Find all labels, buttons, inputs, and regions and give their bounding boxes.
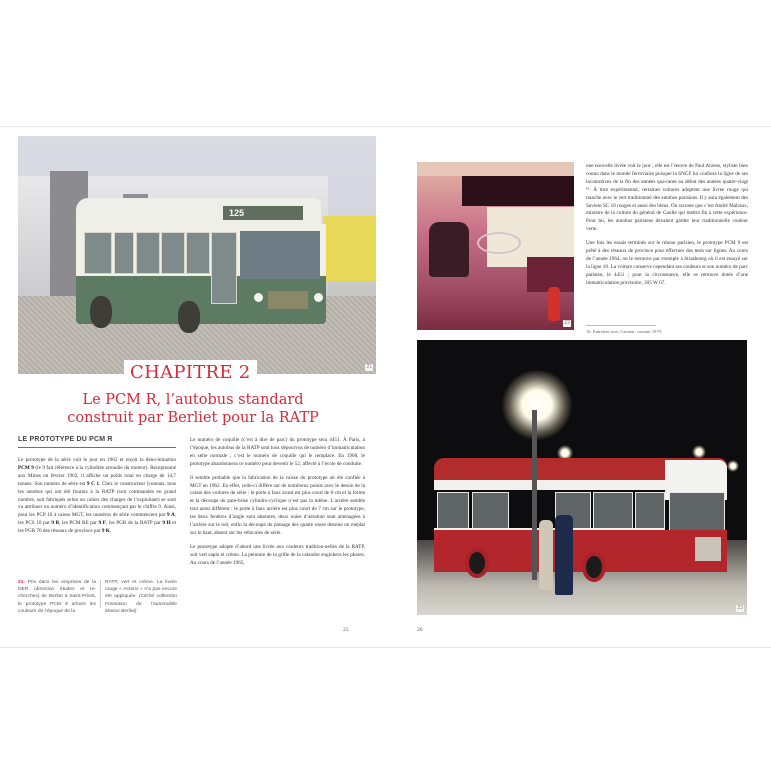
text-run: et les PGR 70 des réseaux de province par — [18, 520, 177, 535]
chapter-title — [18, 391, 368, 427]
bus-windshield — [240, 231, 320, 279]
text-run: . — [109, 528, 112, 535]
bus-window — [84, 232, 112, 274]
chapter-title-line-1: Le PCM R, l’autobus standard — [82, 392, 304, 408]
distant-light — [727, 460, 739, 472]
text-run: (le 9 fait référence à la cylindrée arrondie du moteur). Réceptionné aux Mines en février 1962, il affiche un poids total en charge de 14,7 tonnes. Son numéro de série est — [18, 464, 177, 487]
paragraph: Le numéro de coquille (c’est à dire de parc) du prototype sera 4451. À Paris, à l’époque, les autobus de la RATP sont tous dépourvus de numéro d’immatriculation en série normale ; c’est le numéro de coquille qui le remplace. En 1968, le prototype abandonnera ce numéro pour devenir le 52, affecté à l’école de conduite. — [190, 437, 365, 467]
bold-text-run: 9 B — [51, 520, 60, 527]
bold-text-run: 9 K — [101, 528, 110, 535]
chapter-title-line-2: construit par Berliet pour la RATP — [67, 410, 319, 426]
photo-number: 22 — [564, 320, 570, 326]
yellow-wall — [323, 216, 376, 281]
photo-caption — [18, 579, 96, 615]
text-run: , les PGR de la RATP par — [105, 520, 163, 527]
bus-window — [593, 492, 633, 532]
photo-caption-continued — [105, 579, 177, 615]
left-page — [0, 127, 390, 647]
page-number: 26 — [417, 627, 423, 633]
street-lamp-glow — [502, 370, 572, 440]
photo-bus-interior — [417, 162, 574, 330]
bus-grille — [268, 291, 308, 309]
steering-wheel — [477, 232, 521, 254]
bold-text-run: 9 A — [167, 512, 175, 519]
bus-door — [211, 232, 237, 304]
headlight — [314, 293, 323, 302]
text-run: . Chez le constructeur lyonnais, tous les autobus qui ont été fournis à la RATP (soit commandés en grand nombre, soit fabriqués selon un cahier des charges de l’exploitant) se sont vu attribuer un numéro d’identification commençant par le chiffre 9. Ainsi, pour les PCP 10 à caisse MGT, les numéros de série commencent par — [18, 480, 176, 519]
text-run: , les PCM RE par — [59, 520, 99, 527]
man-figure — [555, 515, 573, 595]
cab-sign-panel — [462, 176, 574, 206]
chapter-label: CHAPITRE 2 — [124, 360, 257, 384]
page-number: 25 — [343, 627, 349, 633]
bold-text-run: PCM 9 — [18, 464, 34, 471]
right-page — [390, 127, 771, 647]
section-heading: LE PROTOTYPE DU PCM R — [18, 436, 176, 448]
bus-window — [136, 232, 160, 274]
text-run: , les PCS 10 par — [18, 512, 176, 527]
bus-grille — [695, 537, 721, 561]
caption-text: Pris dans les emprises de la DER (direction études et re-cherches) de Berliet à Saint-Priest, le prototype PCM 9 arbore les couleurs de l’époque de la — [18, 580, 96, 614]
destination-sign: 125 — [223, 206, 303, 220]
photo-number: 21 — [366, 364, 372, 370]
book-spread — [0, 126, 771, 648]
photo-red-bus-night — [417, 340, 747, 615]
photo-green-bus — [18, 136, 376, 374]
bus-window — [161, 232, 185, 274]
bus-window — [186, 232, 210, 274]
paragraph: une nouvelle livrée voit le jour ; elle est l’œuvre de Paul Arzens, styliste bien connu dans le monde ferroviaire puisque la SNCF lui confiera la ligne de ses locomotives de la fin des années qua-rante au début des années quatre-vingt ¹⁶. À titre expérimental, certaines voitures adoptent une livrée rouge qui tranche avec le vert traditionnel des autobus parisiens. Il y aura également des Saviem SC 10 rouges et aussi des bleus. On raconte que c’est André Malraux, ministre de la culture du général de Gaulle qui mettra fin à cette expérience. Pour lui, les autobus parisiens devaient garder leur traditionnelle couleur verte. — [586, 163, 748, 233]
body-column-left — [18, 457, 176, 542]
driver-seat — [429, 222, 469, 277]
footnote: 16. Entretien avec l’auteur, courant 1979. — [586, 329, 663, 334]
wheel — [178, 301, 200, 333]
wheel — [465, 548, 489, 578]
caption-text: RATP, vert et crème. La livrée rouge « Arzens » n’a pas encore été appliquée. — [105, 580, 177, 600]
ceiling — [417, 162, 574, 176]
text-run: Le prototype de la série voit le jour en 1962 et reçoit la déno-mination — [18, 457, 176, 463]
wheel — [582, 552, 606, 582]
bold-text-run: 9 C 1 — [86, 480, 100, 487]
photo-number: 23 — [737, 605, 743, 611]
bus-window — [437, 492, 469, 532]
paragraph: Une fois les essais terminés sur le réseau parisien, le prototype PCM 9 est prêté à des réseaux de province pour effectuer des tests sur lignes. Au cours de l’année 1964, on le retrouve par exemple à Strasbourg où il est essayé sur la ligne 10. La voiture conserve cependant ses couleurs et son numéro de parc parisien, le 4451 ; pour la circonstance, elle se retrouve dotée d’une immatriculation provisoire, 305 W 67. — [586, 240, 748, 286]
body-column-right — [586, 163, 748, 294]
caption-credit: (Cliché collection Fondation de l’automobile Marius Berliet) — [105, 594, 178, 614]
paragraph: Le prototype adopte d’abord une livrée aux couleurs tradition-nelles de la RATP, soit vert sapin et crème. La peinture de la grille de la calandre englobera les phares. Au cours de l’année 1965, — [190, 543, 365, 566]
paragraph: Il semble probable que la fabrication de la caisse du prototype ait été confiée à MGT en 1962. En effet, celle-ci diffère sur de nombreux points avec le dessin de la caisse des voitures de série : le porte à faux avant est plus court de 8 cm et la forme et la découpe du pare-brise cylindro-cyclique n’est pas la même. L’arrière semble tout aussi différent : le porte à faux arrière est plus court de 7 cm sur le prototype, les deux fenêtres d’angle sont absentes, deux ouïes d’aération sont aménagées à l’arrière sur le toit, enfin la découpe du passage des quatre roues dessine un méplat sur le haut, absent sur les véhicules de série. — [190, 474, 365, 536]
caption-divider — [100, 580, 101, 608]
bold-text-run: 9 F — [98, 520, 106, 527]
distant-light — [692, 445, 706, 459]
wheel — [90, 296, 112, 328]
headlight — [254, 293, 263, 302]
caption-number: 21. — [18, 580, 25, 585]
woman-figure — [539, 520, 553, 590]
footnote-rule — [586, 325, 656, 326]
bold-text-run: 9 H — [162, 520, 171, 527]
fire-extinguisher — [548, 287, 560, 321]
bus-door — [114, 232, 134, 274]
body-column-middle — [190, 437, 365, 574]
bus-windshield — [669, 492, 725, 532]
paragraph — [18, 457, 176, 536]
street-lamp-post — [532, 410, 537, 580]
